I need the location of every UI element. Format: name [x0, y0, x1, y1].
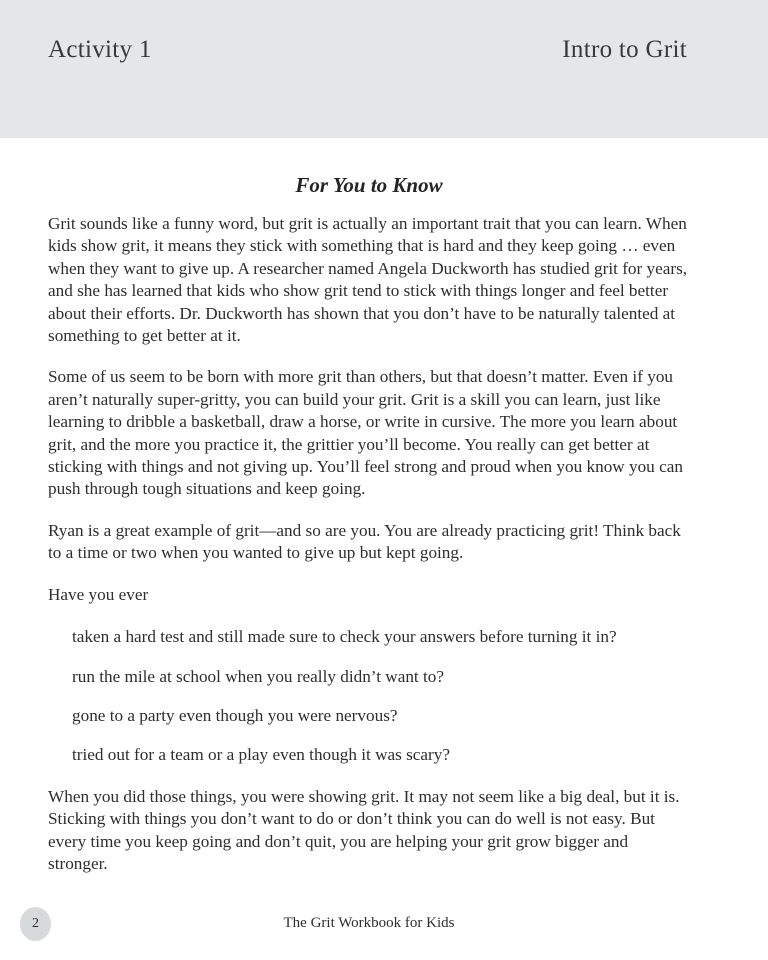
paragraph-intro-grit: Grit sounds like a funny word, but grit is actually an important trait that you can learn. When kids show grit, it means they stick with something that is hard and they keep going … even when they want to give up. A researcher named Angela Duckworth has studied grit for years, and she has learned that kids who show grit tend to stick with things longer and feel better about their efforts. Dr. Duckworth has shown that you don’t have to be naturally talented at something to get better at it. — [48, 214, 688, 346]
list-item: run the mile at school when you really didn’t want to? — [72, 666, 444, 686]
prompt-list — [48, 626, 690, 767]
section-heading: For You to Know — [295, 173, 443, 197]
book-title: The Grit Workbook for Kids — [283, 915, 455, 931]
page-content — [0, 171, 768, 875]
activity-label: Activity 1 — [48, 36, 152, 63]
list-item: taken a hard test and still made sure to check your answers before turning it in? — [72, 627, 617, 647]
page-number-badge — [20, 907, 51, 941]
list-intro: Have you ever — [48, 584, 149, 604]
paragraph-build-grit: Some of us seem to be born with more grit than others, but that doesn’t matter. Even if you aren’t naturally super-gritty, you can build your grit. Grit is a skill you can learn, just like learning to dribble a basketball, draw a horse, or write in cursive. The more you learn about grit, and the more you practice it, the grittier you’ll become. You really can get better at sticking with things and not giving up. You’ll feel strong and proud when you know you can push through tough situations and keep going. — [48, 367, 683, 499]
list-item: gone to a party even though you were nervous? — [72, 705, 398, 725]
list-item: tried out for a team or a play even though it was scary? — [72, 745, 450, 765]
paragraph-ryan-example: Ryan is a great example of grit—and so are you. You are already practicing grit! Think back to a time or two when you wanted to give up but kept going. — [48, 520, 681, 563]
page-number: 2 — [32, 916, 39, 931]
paragraph-closing: When you did those things, you were showing grit. It may not seem like a big deal, but it is. Sticking with things you don’t want to do or don’t think you can do well is not easy. But every time you keep going and don’t quit, you are helping your grit grow bigger and stronger. — [48, 786, 680, 873]
header-title: Intro to Grit — [562, 36, 687, 63]
page-header — [0, 0, 768, 138]
